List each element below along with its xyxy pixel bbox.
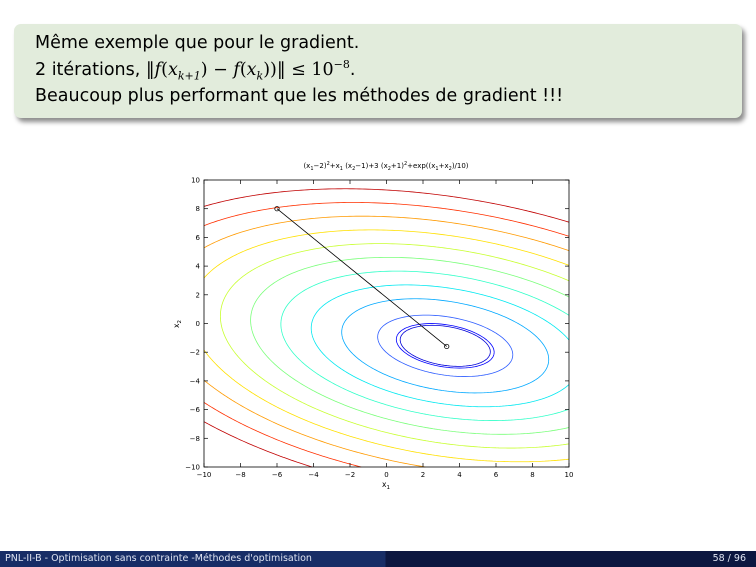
line-1: Même exemple que pour le gradient. [35, 33, 360, 53]
y-axis-label-main: x [172, 323, 181, 328]
title-part-14: +x [438, 162, 449, 170]
x-tick-label-10: 10 [564, 471, 574, 479]
y-tick-label-2: −6 [189, 406, 200, 415]
contour-level-4 [311, 285, 569, 407]
contour-level-1 [396, 324, 494, 369]
title-part-8: −1)+3 (x [355, 162, 388, 170]
x-tick-label-7: 4 [457, 471, 462, 479]
title-part-2: −2) [313, 162, 327, 170]
contour-level-5 [281, 271, 569, 420]
y-tick-label-0: −10 [185, 463, 200, 472]
f-symbol: f [154, 59, 162, 80]
y-tick-label-3: −4 [189, 377, 200, 386]
y-tick-label-8: 6 [195, 233, 200, 242]
title-part-3: 2 [326, 161, 330, 167]
y-axis-label-sub: 2 [177, 320, 183, 324]
title-part-5: 1 [339, 166, 343, 172]
subscript-k1: k+1 [177, 69, 201, 83]
y-tick-label-6: 2 [195, 291, 200, 300]
y-tick-label-5: 0 [195, 320, 200, 328]
contour-lines [204, 189, 569, 467]
footer-title: PNL-II-B - Optimisation sans contrainte -Méthodes d'optimisation [5, 553, 312, 564]
x-axis-label [382, 480, 390, 491]
f-symbol-2: f [233, 59, 240, 80]
title-part-13: 1 [435, 166, 439, 172]
line-2-prefix: 2 itérations, [35, 59, 146, 80]
y-tick-label-7: 4 [195, 262, 200, 271]
subscript-k: k [256, 69, 264, 83]
y-tick-label-1: −8 [189, 434, 200, 443]
footer-bar [0, 551, 756, 567]
title-part-12: +exp((x [407, 162, 436, 170]
line-3: Beaucoup plus performant que les méthodes de gradient !!! [35, 86, 564, 106]
contour-level-9 [204, 216, 569, 467]
chart-title [303, 161, 468, 172]
x-tick-label-5: 0 [384, 471, 389, 479]
x-tick-label-1: −8 [235, 471, 246, 479]
paren-open: ( [161, 59, 168, 80]
y-axis-label [172, 320, 183, 328]
paren-open-2: ( [239, 59, 247, 80]
page-number: 58 / 96 [712, 553, 746, 564]
contour-level-10 [204, 202, 569, 467]
contour-level-6 [251, 257, 569, 434]
title-part-4: +x [329, 162, 340, 170]
y-tick-label-9: 8 [195, 205, 200, 214]
norm-open: ‖ [145, 59, 155, 80]
x-symbol-1: x [167, 59, 178, 80]
x-symbol-2: x [246, 59, 257, 80]
title-part-0: (x [303, 162, 311, 170]
title-part-6: (x [342, 162, 353, 170]
x-tick-label-8: 6 [493, 471, 499, 479]
title-part-11: 2 [403, 161, 408, 167]
x-axis-label-main: x [382, 480, 387, 489]
x-tick-label-4: −2 [344, 471, 356, 479]
contour-level-3 [342, 299, 549, 393]
x-tick-label-3: −4 [308, 471, 319, 479]
contour-level-0 [400, 325, 490, 366]
period: . [349, 59, 356, 80]
title-part-1: 1 [310, 166, 314, 172]
y-tick-label-10: 10 [191, 176, 200, 185]
iteration-path [275, 207, 449, 349]
path-segment-0 [277, 209, 447, 347]
x-tick-label-2: −6 [271, 471, 283, 479]
x-tick-label-6: 2 [420, 471, 426, 479]
x-tick-label-9: 8 [530, 471, 535, 479]
x-tick-label-0: −10 [196, 471, 212, 479]
close-part: ))‖ ≤ 10 [263, 59, 334, 80]
contour-level-7 [220, 244, 569, 448]
title-part-15: 2 [448, 166, 452, 172]
y-tick-label-4: −2 [189, 348, 200, 357]
exponent: −8 [333, 58, 350, 71]
title-part-16: )/10) [451, 162, 469, 170]
title-part-7: 2 [352, 166, 356, 172]
title-part-10: +1) [390, 162, 404, 170]
x-axis-label-sub: 1 [386, 485, 390, 491]
title-part-9: 2 [387, 166, 391, 172]
minus-part: ) − [200, 59, 234, 80]
